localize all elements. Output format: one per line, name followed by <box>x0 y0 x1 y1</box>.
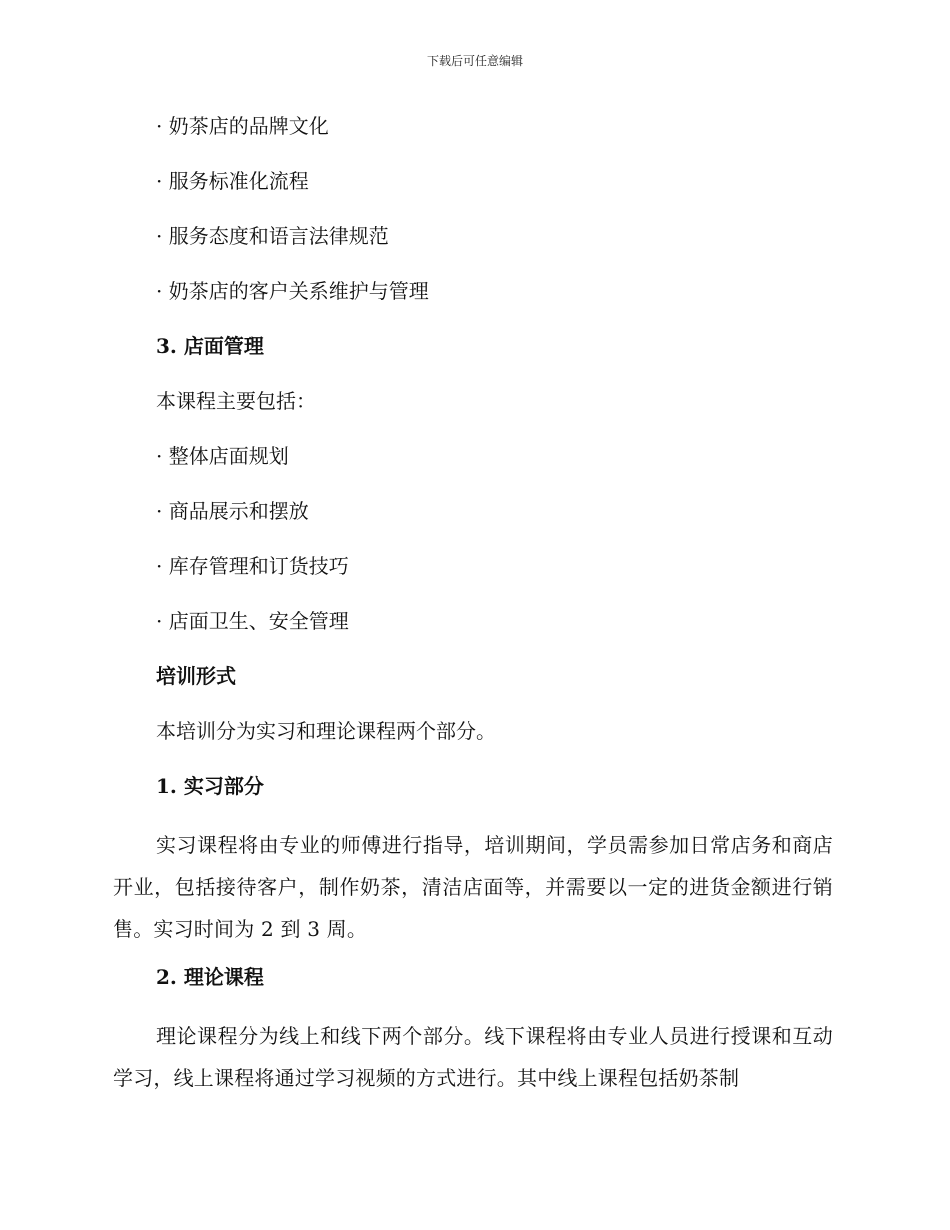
list-item: · 店面卫生、安全管理 <box>156 609 349 633</box>
list-item: · 商品展示和摆放 <box>156 499 309 523</box>
section-heading-internship: 1. 实习部分 <box>156 774 264 798</box>
section-heading-theory: 2. 理论课程 <box>156 965 264 989</box>
theory-paragraph: 理论课程分为线上和线下两个部分。线下课程将由专业人员进行授课和互动学习，线上课程将通过学习视频的方式进行。其中线上课程包括奶茶制 <box>113 1024 833 1090</box>
section-heading-training-form: 培训形式 <box>156 664 236 688</box>
list-item: · 奶茶店的品牌文化 <box>156 114 329 138</box>
section-heading-store-management: 3. 店面管理 <box>156 334 264 358</box>
training-form-intro: 本培训分为实习和理论课程两个部分。 <box>156 719 496 743</box>
list-item: · 奶茶店的客户关系维护与管理 <box>156 279 429 303</box>
section-intro: 本课程主要包括： <box>156 389 316 413</box>
internship-paragraph: 实习课程将由专业的师傅进行指导，培训期间，学员需参加日常店务和商店开业，包括接待客户，制作奶茶，清洁店面等，并需要以一定的进货金额进行销售。实习时间为 2 到 3 周。 <box>113 833 833 941</box>
list-item: · 库存管理和订货技巧 <box>156 554 349 578</box>
page-header: 下载后可任意编辑 <box>426 54 523 68</box>
list-item: · 整体店面规划 <box>156 444 289 468</box>
list-item: · 服务态度和语言法律规范 <box>156 224 389 248</box>
document-body <box>113 109 833 1109</box>
list-item: · 服务标准化流程 <box>156 169 309 193</box>
